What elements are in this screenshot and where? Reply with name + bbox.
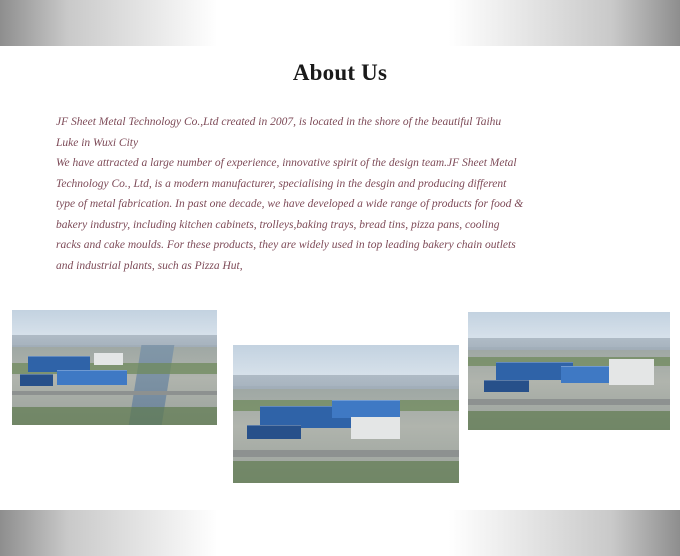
photo-white-building	[351, 417, 401, 439]
paragraph-1: JF Sheet Metal Technology Co.,Ltd created in 2007, is located in the shore of the beautiful Taihu Luke in Wuxi City	[56, 116, 502, 149]
bottom-gradient-band	[0, 510, 680, 556]
photo-blue-roof	[57, 370, 127, 385]
photo-road	[12, 391, 217, 396]
photo-foreground-field	[468, 411, 670, 430]
photo-blue-roof	[20, 374, 53, 386]
factory-aerial-photo-right	[468, 312, 670, 430]
photo-white-building	[609, 359, 653, 385]
photo-road	[468, 399, 670, 405]
photo-foreground-field	[12, 407, 217, 425]
photo-blue-roof	[484, 380, 528, 392]
photo-blue-roof	[247, 425, 301, 439]
factory-aerial-photo-center	[233, 345, 459, 483]
photo-foreground-field	[233, 461, 459, 483]
paragraph-2: We have attracted a large number of experience, innovative spirit of the design team.JF Sheet Metal Technology Co., Ltd, is a modern manufacturer, specialising in the desgin and producing different type of metal fabrication. In past one decade, we have developed a wide range of products for food & bakery industry, including kitchen cabinets, trolleys,baking trays, bread tins, pizza pans, cooling racks and cake moulds. For these products, they are widely used in top leading bakery chain outlets and industrial plants, such as Pizza Hut,	[56, 157, 524, 272]
photo-road	[233, 450, 459, 457]
factory-aerial-photo-left	[12, 310, 217, 425]
photo-white-building	[94, 353, 123, 366]
top-gradient-band	[0, 0, 680, 46]
photo-blue-roof	[332, 400, 400, 418]
page-title: About Us	[292, 60, 388, 85]
about-us-body	[56, 112, 526, 276]
